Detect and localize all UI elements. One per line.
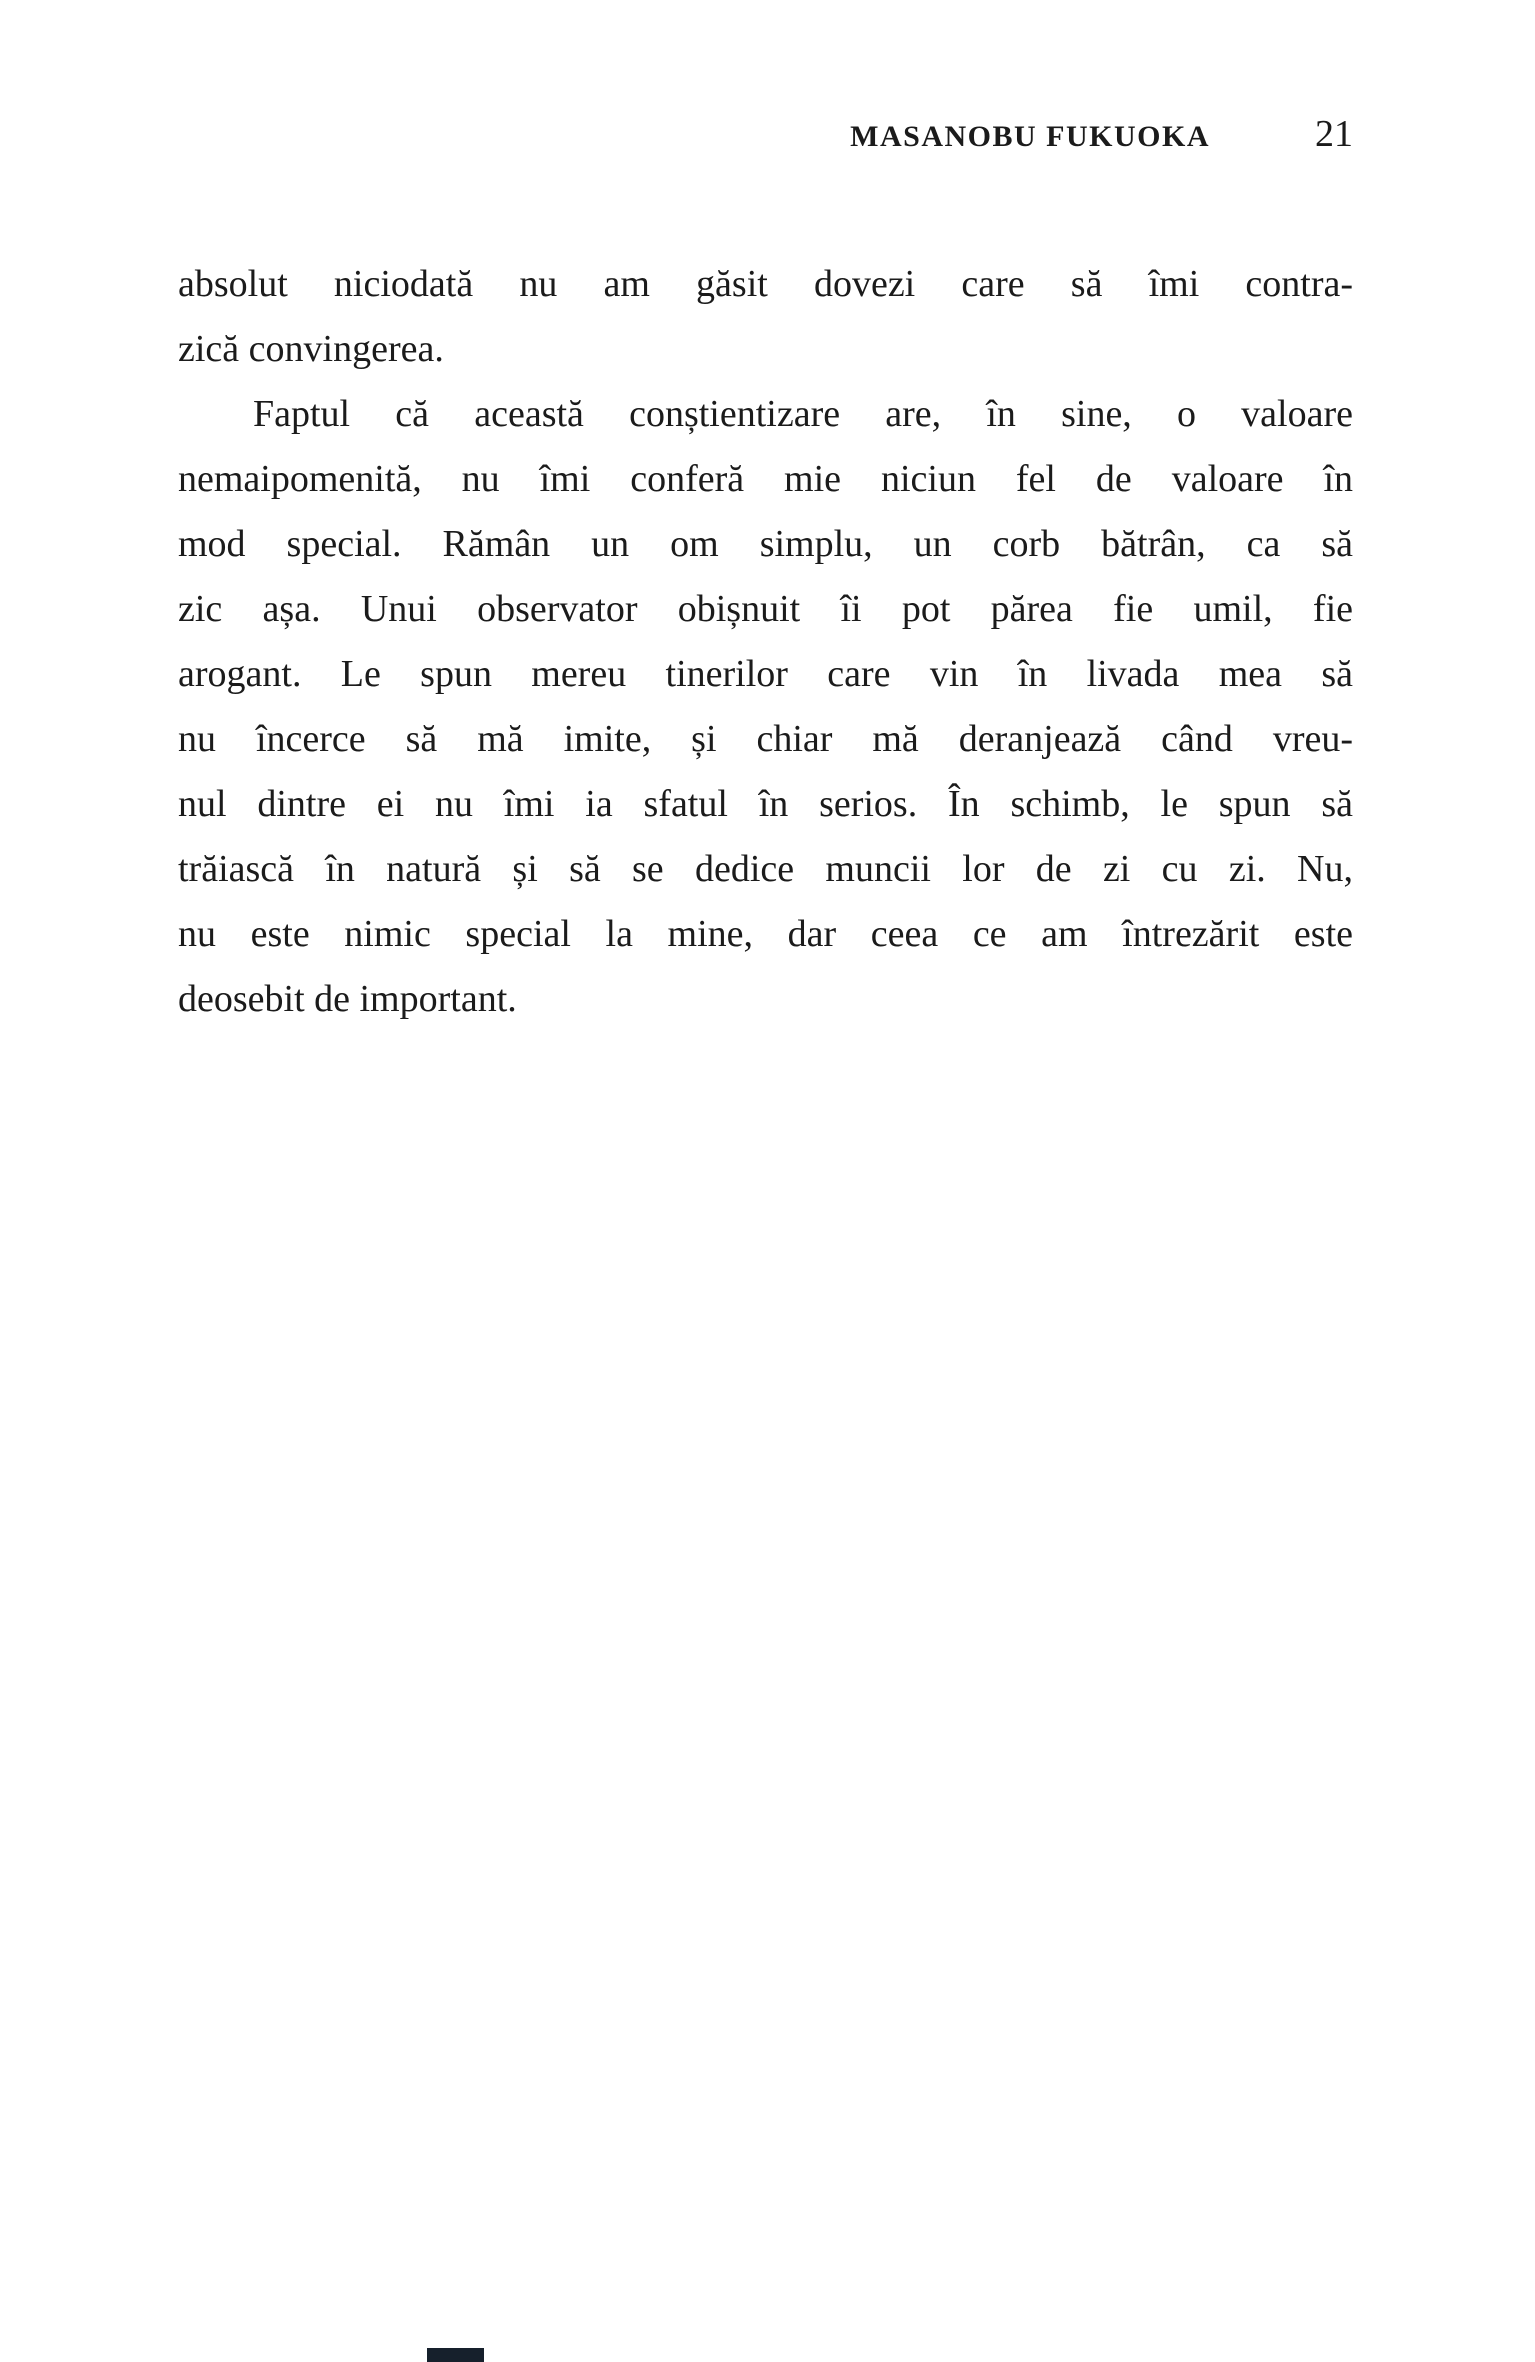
paragraph bbox=[178, 252, 1353, 382]
paragraph bbox=[178, 382, 1353, 1032]
text-line: nul dintre ei nu îmi ia sfatul în serios. În schimb, le spun să bbox=[178, 783, 1353, 825]
text-line: absolut niciodată nu am găsit dovezi care să îmi contra- bbox=[178, 263, 1353, 305]
text-line: arogant. Le spun mereu tinerilor care vin în livada mea să bbox=[178, 653, 1353, 695]
text-line: nu încerce să mă imite, și chiar mă deranjează când vreu- bbox=[178, 718, 1353, 760]
running-title: MASANOBU FUKUOKA bbox=[850, 120, 1210, 153]
text-line: zică convingerea. bbox=[178, 328, 444, 370]
body-text bbox=[178, 252, 1353, 1032]
text-line: mod special. Rămân un om simplu, un corb bătrân, ca să bbox=[178, 523, 1353, 565]
text-line: deosebit de important. bbox=[178, 978, 517, 1020]
text-line: nu este nimic special la mine, dar ceea ce am întrezărit este bbox=[178, 913, 1353, 955]
text-line: nemaipomenită, nu îmi conferă mie niciun fel de valoare în bbox=[178, 458, 1353, 500]
scan-artifact bbox=[427, 2348, 484, 2362]
text-line: Faptul că această conștientizare are, în sine, o valoare bbox=[253, 393, 1353, 435]
page-number: 21 bbox=[1315, 113, 1353, 155]
text-line: trăiască în natură și să se dedice muncii lor de zi cu zi. Nu, bbox=[178, 848, 1353, 890]
text-line: zic așa. Unui observator obișnuit îi pot părea fie umil, fie bbox=[178, 588, 1353, 630]
running-header bbox=[178, 112, 1353, 156]
